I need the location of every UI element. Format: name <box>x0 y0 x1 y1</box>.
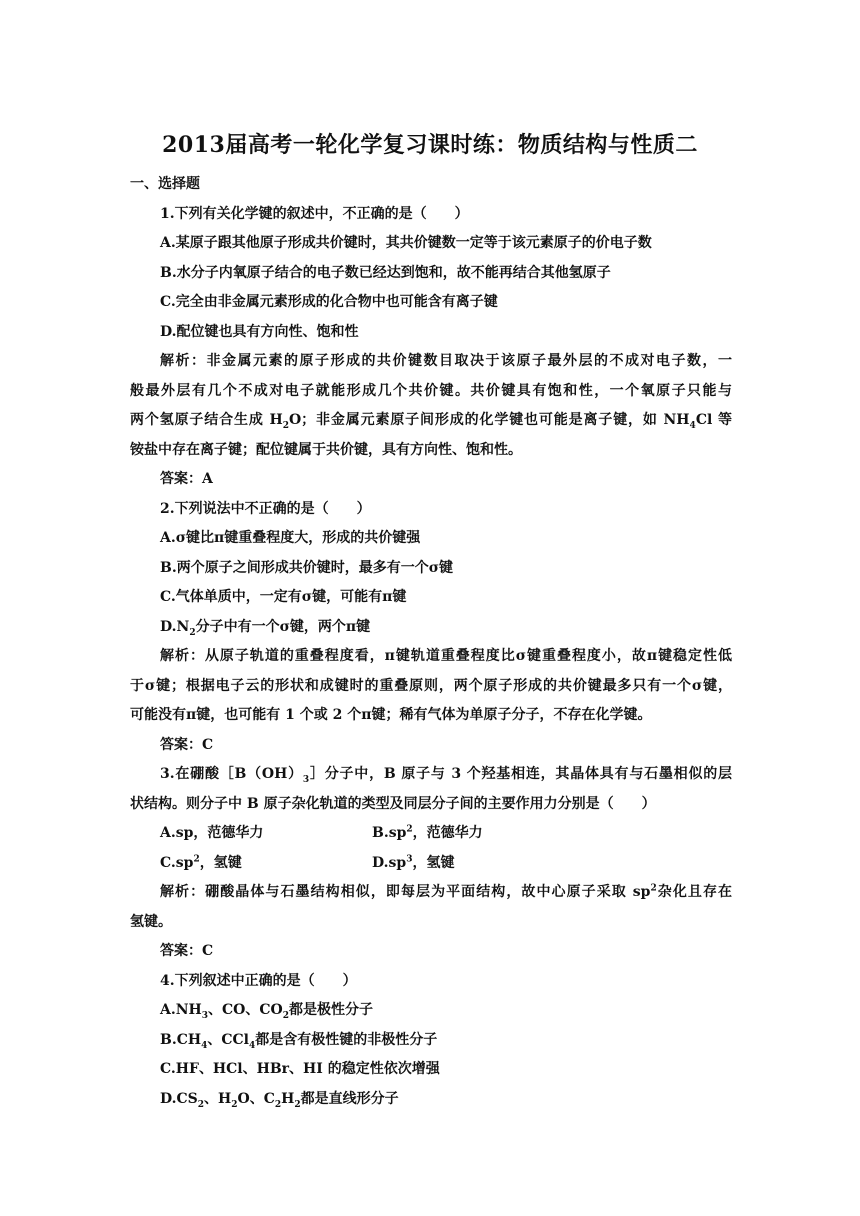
q2-answer: 答案：C <box>160 736 214 753</box>
q1-option-c: C.完全由非金属元素形成的化合物中也可能含有离子键 <box>160 294 498 310</box>
q1-option-d: D.配位键也具有方向性、饱和性 <box>160 323 359 340</box>
q3-stem: 3.在硼酸$[B(OH)_3]$分子中，B 原子与 3 个羟基相连，其晶体具有与石墨相似的层 <box>160 766 732 785</box>
q3-analysis-line: 氢键。 <box>130 913 172 930</box>
q2-option-b: B.两个原子之间形成共价键时，最多有一个σ键 <box>160 559 454 576</box>
q1-analysis-line: 般最外层有几个不成对电子就能形成几个共价键。共价键具有饱和性，一个氧原子只能与 <box>130 382 732 399</box>
q3-answer: 答案：C <box>160 943 214 959</box>
q4-stem: 4.下列叙述中正确的是（ ） <box>160 972 357 989</box>
q3-option-b: $B.sp^2$，范德华力 <box>372 824 483 841</box>
q2-analysis-line: 可能没有π键，也可能有 1 个或 2 个π键；稀有气体为单原子分子，不存在化学键。 <box>130 707 652 723</box>
q1-stem: 1.下列有关化学键的叙述中，不正确的是（ ） <box>160 205 469 222</box>
q3-option-d: $D.sp^3$，氢键 <box>372 853 455 871</box>
q2-option-a: A.σ键比π键重叠程度大，形成的共价键强 <box>160 530 421 546</box>
q2-analysis-line: 于σ键；根据电子云的形状和成键时的重叠原则，两个原子形成的共价键最多只有一个σ键， <box>130 677 732 694</box>
q2-stem: 2.下列说法中不正确的是（ ） <box>160 500 371 517</box>
q3-option-c: $C.sp^2$，氢键 <box>160 853 242 871</box>
q1-analysis-line: 两个氢原子结合生成 $H_2O$；非金属元素原子间形成的化学键也可能是离子键，如 $NH_4Cl$ 等 <box>130 412 732 431</box>
q3-stem: 状结构。则分子中 B 原子杂化轨道的类型及同层分子间的主要作用力分别是（ ） <box>130 795 656 812</box>
q3-options-row <box>130 849 732 879</box>
q4-option-c: C.HF、HCl、HBr、HI 的稳定性依次增强 <box>160 1061 440 1077</box>
q1-option-b: B.水分子内氧原子结合的电子数已经达到饱和，故不能再结合其他氢原子 <box>160 264 611 281</box>
q1-analysis-line: 铵盐中存在离子键；配位键属于共价键，具有方向性、饱和性。 <box>130 441 522 458</box>
q3-options-row <box>130 819 732 849</box>
q1-option-a: A.某原子跟其他原子形成共价键时，其共价键数一定等于该元素原子的价电子数 <box>160 235 652 251</box>
q1-analysis-line: 解析：非金属元素的原子形成的共价键数目取决于该原子最外层的不成对电子数，一 <box>160 353 732 369</box>
q4-option-b: $B.CH_4$、CCl$_4$都是含有极性键的非极性分子 <box>160 1031 438 1051</box>
q2-analysis-line: 解析：从原子轨道的重叠程度看，π键轨道重叠程度比σ键重叠程度小，故π键稳定性低 <box>160 648 732 664</box>
document-body <box>130 170 732 1114</box>
q1-answer: 答案：A <box>160 471 213 487</box>
q3-option-a: A.sp，范德华力 <box>160 825 264 841</box>
q4-option-d: $D.CS_2$、$H_2O$、$C_2H_2$都是直线形分子 <box>160 1090 399 1110</box>
document-title: 2013届高考一轮化学复习课时练：物质结构与性质二 <box>162 132 698 158</box>
q2-option-d: $D.N_2$分子中有一个σ键，两个π键 <box>160 618 371 638</box>
q2-option-c: C.气体单质中，一定有σ键，可能有π键 <box>160 589 407 605</box>
q4-option-a: $A.NH_3$、CO、$CO_2$都是极性分子 <box>160 1002 373 1021</box>
q3-analysis-line: 解析：硼酸晶体与石墨结构相似，即每层为平面结构，故中心原子采取 $sp^2$杂化且存在 <box>160 883 732 900</box>
section-heading: 一、选择题 <box>130 176 200 192</box>
